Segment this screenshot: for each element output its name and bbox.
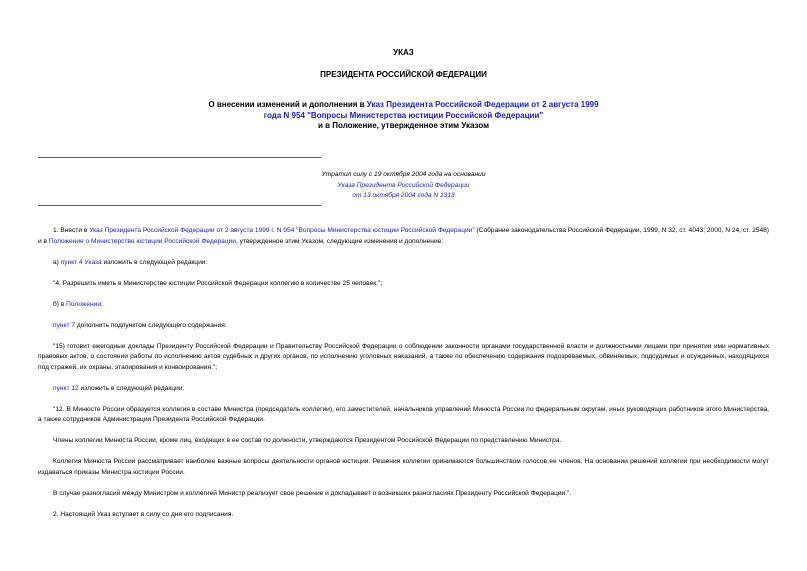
separator-bottom: [38, 205, 321, 206]
p4-text-a: б) в: [53, 300, 67, 308]
p1-text-b: (Собрание законодательства Российской Федерации, 1999, N 32, ст. 4043; 2000, N 24, ст. 2548) и в: [38, 227, 769, 245]
paragraph-3: "4. Разрешить иметь в Министерстве юстиции Российской Федерации коллегию в количестве 25 человек.";: [53, 279, 383, 287]
p2-text-b: изложить в следующей редакции:: [101, 258, 208, 266]
doc-type-title: УКАЗ: [393, 48, 414, 57]
paragraph-9: Члены коллегии Минюста России, кроме лиц, входящих в ее состав по должности, утверждаются Президентом Российской Федерации по представлению Министра.: [53, 437, 562, 444]
p2-text-a: а): [53, 258, 61, 266]
repeal-note-text: Утратил силу с 19 октября 2004 года на основании: [321, 171, 486, 178]
separator-top: [38, 157, 321, 158]
point-4-link[interactable]: пункт 4 Указа: [60, 258, 102, 266]
document-subject: [200, 100, 607, 132]
paragraph-4: [38, 300, 769, 311]
paragraph-11: В случае разногласий между Министром и коллегией Министр реализует свое решение и докладывает о возникших разногласиях Президенту Российской Федерации.".: [53, 489, 572, 497]
issuer-title: ПРЕЗИДЕНТА РОССИЙСКОЙ ФЕДЕРАЦИИ: [320, 70, 487, 79]
paragraph-1: [38, 226, 769, 247]
subject-text-1: О внесении изменений и дополнения в: [208, 100, 367, 109]
p5-text-b: дополнить подпунктом следующего содержания:: [75, 321, 227, 329]
paragraph-2: [38, 258, 769, 269]
regulation-short-link[interactable]: Положении: [66, 300, 102, 308]
p1-text-c: , утвержденное этим Указом, следующие изменения и дополнение:: [235, 237, 444, 245]
repeal-decree-link[interactable]: Указа Президента Российской Федерации: [337, 181, 470, 189]
regulation-link[interactable]: Положение о Министерстве юстиции Российской Федерации: [48, 237, 236, 245]
subject-text-2: и в Положение, утвержденное этим Указом: [317, 121, 490, 130]
paragraph-6: "15) готовит ежегодные доклады Президенту Российской Федерации и Правительству Российской Федерации о соблюдении законности органами государственной власти и должностными лицами при принятии ими нормативных правовых актов, о состоянии работы по исполнению актов судебных и других органов, по исполнению уголовных наказаний, а также по обеспечению содержания подозреваемых, обвиняемых, подсудимых и осужденных, находящихся под стражей, их охраны, этапирования и конвоирования.";: [38, 342, 769, 371]
paragraph-8: "12. В Минюсте России образуется коллегия в составе Министра (председатель коллегии), его заместителей, начальников управлений Минюста России по федеральным округам, иных руководящих работников этого Министерства, а также сотрудников Администрации Президента Российской Федерации.: [38, 405, 769, 423]
paragraph-5: [38, 321, 769, 332]
point-12-link[interactable]: пункт 12: [53, 384, 79, 392]
paragraph-12: 2. Настоящий Указ вступает в силу со дня его подписания.: [53, 510, 234, 518]
decree-954-inline-link[interactable]: Указ Президента Российской Федерации от 2 августа 1999 г. N 954 "Вопросы Министерства юстиции Российской Федерации": [89, 227, 475, 234]
document-body: [38, 226, 769, 531]
p7-text-b: изложить в следующей редакции:: [78, 384, 185, 392]
decree-954-link[interactable]: Указ Президента Российской Федерации от 2 августа 1999 года N 954 "Вопросы Министерства юстиции Российской Федерации": [263, 100, 599, 120]
repeal-note: [260, 170, 547, 202]
paragraph-7: [38, 384, 769, 395]
p1-text-a: 1. Внести в: [53, 227, 90, 234]
repeal-decree-date-link[interactable]: от 13 октября 2004 года N 1313: [352, 192, 455, 199]
p4-text-b: :: [101, 300, 103, 308]
paragraph-10: Коллегия Минюста России рассматривает наиболее важные вопросы деятельности органов юстиции. Решения коллегии принимаются большинством голосов ее членов. На основании решений коллегии при необходимости могут издаваться приказы Министра юстиции России.: [38, 458, 769, 476]
point-7-link[interactable]: пункт 7: [53, 321, 75, 329]
